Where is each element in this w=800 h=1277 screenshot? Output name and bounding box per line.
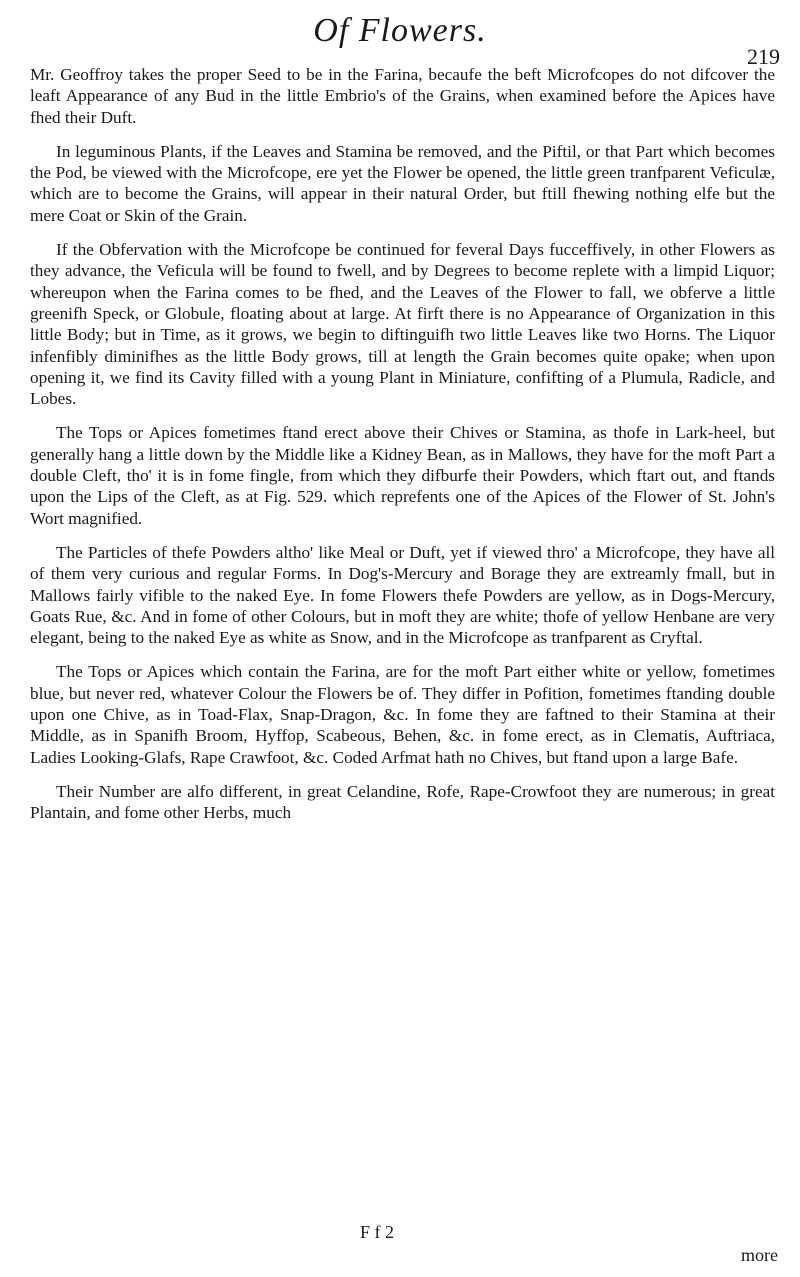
page-header	[0, 12, 800, 72]
paragraph: The Tops or Apices which contain the Farina, are for the moft Part either white or yellow, fometimes blue, but never red, whatever Colour the Flowers be of. They differ in Pofition, fometimes ftanding double upon one Chive, as in Toad-Flax, Snap-Dragon, &c. In fome they are faftned to their Stamina at their Middle, as in Spanifh Broom, Hyffop, Scabeous, Behen, &c. in fome erect, as in Clematis, Auftriaca, Ladies Looking-Glafs, Rape Crawfoot, &c. Coded Arfmat hath no Chives, but ftand upon a large Bafe.	[30, 662, 775, 767]
paragraph: Their Number are alfo different, in great Celandine, Rofe, Rape-Crowfoot they are numerous; in great Plantain, and fome other Herbs, much	[30, 781, 775, 823]
catchword: more	[741, 1245, 778, 1265]
paragraph: The Tops or Apices fometimes ftand erect above their Chives or Stamina, as thofe in Lark-heel, but generally hang a little down by the Middle like a Kidney Bean, as in Mallows, they have for the moft Part a double Cleft, tho' it is in fome fingle, from which they difburfe their Powders, which ftart out, and ftands upon the Lips of the Cleft, as at Fig. 529. which reprefents one of the Apices of the Flower of St. John's Wort magnified.	[30, 423, 775, 528]
page-number: 219	[747, 44, 780, 69]
signature-mark: F f 2	[360, 1222, 395, 1242]
paragraph: The Particles of thefe Powders altho' like Meal or Duft, yet if viewed thro' a Microfcope, they have all of them very curious and regular Forms. In Dog's-Mercury and Borage they are extreamly fmall, but in Mallows fairly vifible to the naked Eye. In fome Flowers thefe Powders are yellow, as in Dogs-Mercury, Goats Rue, &c. And in fome of other Colours, but in moft they are white; thofe of yellow Henbane are very elegant, being to the naked Eye as white as Snow, and in the Microfcope as tranfparent as Cryftal.	[30, 542, 775, 648]
paragraph: In leguminous Plants, if the Leaves and Stamina be removed, and the Piftil, or that Part which becomes the Pod, be viewed with the Microfcope, ere yet the Flower be opened, the little green tranfparent Veficulæ, which are to become the Grains, will appear in their natural Order, but ftill fhewing nothing elfe but the mere Coat or Skin of the Grain.	[30, 141, 775, 225]
paragraph: If the Obfervation with the Microfcope be continued for feveral Days fucceffively, in other Flowers as they advance, the Veficula will be found to fwell, and by Degrees to become replete with a limpid Liquor; whereupon when the Farina comes to be fhed, and the Leaves of the Flower to fall, we obferve a little greenifh Speck, or Globule, floating about at large. At firft there is no Appearance of Organization in this little Body; but in Time, as it grows, we begin to diftinguifh two little Leaves like two Horns. The Liquor infenfibly diminifhes as the little Body grows, till at length the Grain becomes quite opake; when upon opening it, we find its Cavity filled with a young Plant in Miniature, confifting of a Plumula, Radicle, and Lobes.	[30, 240, 775, 409]
body-text	[30, 64, 775, 837]
paragraph: Mr. Geoffroy takes the proper Seed to be in the Farina, becaufe the beft Microfcopes do not difcover the leaft Appearance of any Bud in the little Embrio's of the Grains, when examined before the Apices have fhed their Duft.	[30, 65, 775, 127]
running-head: Of Flowers.	[313, 12, 487, 49]
